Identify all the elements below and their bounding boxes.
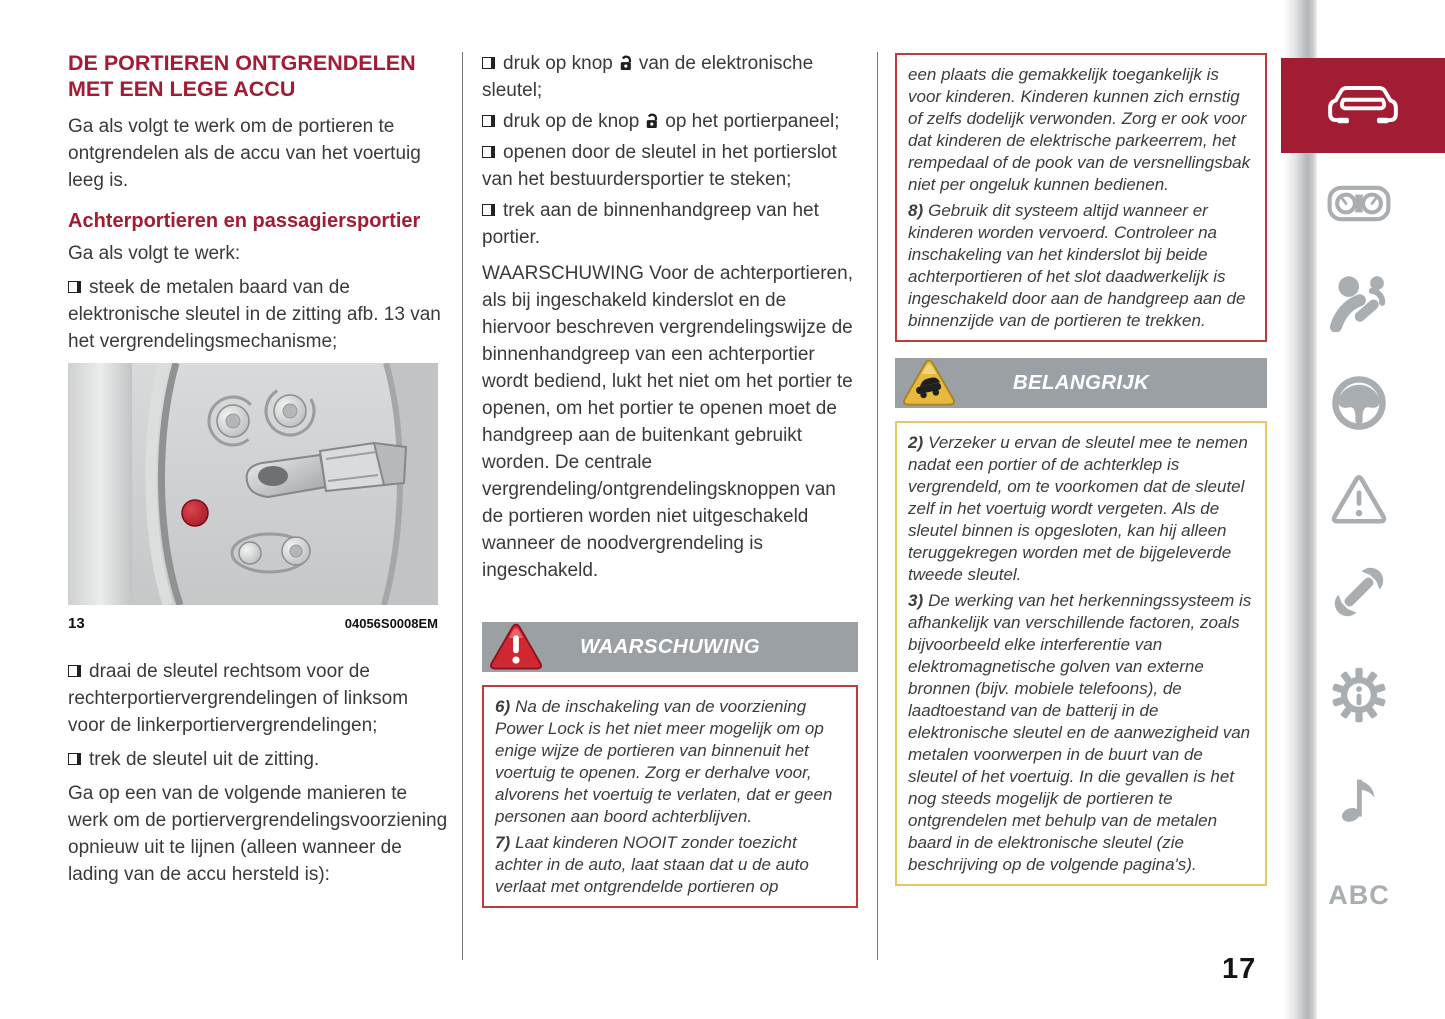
gear-info-icon [1330, 666, 1388, 724]
chapter-tab-safety [1317, 272, 1401, 332]
lead-paragraph: Ga als volgt te werk: [68, 243, 241, 264]
left-column [68, 50, 448, 895]
right-column [895, 50, 1267, 886]
important-banner-label: BELANGRIJK [1012, 371, 1150, 394]
section-heading: DE PORTIEREN ONTGRENDELEN MET EEN LEGE ACCU [68, 51, 416, 101]
warning-triangle-icon [1330, 473, 1388, 526]
warning-item-7-continued: een plaats die gemakkelijk toegankelijk is voor kinderen. Kinderen kunnen zich ernstig of zelfs dodelijk verwonden. Zorg er ook voor dat kinderen de elektrische parkeerrem, het rempedaal of de pook van de versnellingsbak niet per ongeluk kunnen bedienen. [908, 65, 1251, 194]
square-bullet-icon [482, 146, 495, 158]
warning-note-paragraph: WAARSCHUWING Voor de achterportieren, als bij ingeschakeld kinderslot en de hiervoor beschreven vergrendelingswijze de binnenhandgreep van een achterportier wordt bediend, lukt het niet om het portier te openen, om het portier te openen moet de handgreep aan de buitenkant gebruikt worden. De centrale vergrendeling/ontgrendelingsknoppen van de portieren worden niet uitgeschakeld wanneer de noodvergrendeling is ingeschakeld. [482, 263, 853, 581]
square-bullet-icon [68, 281, 81, 293]
bullet-item: druk op de knop op het portierpaneel; [482, 108, 858, 135]
warning-box [482, 685, 858, 908]
music-note-icon [1336, 772, 1382, 825]
square-bullet-icon [68, 665, 81, 677]
chapter-tab-multimedia [1317, 772, 1401, 825]
important-banner [895, 358, 1267, 408]
bullet-item: trek aan de binnenhandgreep van het portier. [482, 200, 819, 248]
chapter-tab-car [1281, 58, 1445, 153]
instrument-cluster-icon [1326, 183, 1392, 224]
unlock-icon [619, 55, 633, 71]
warning-item-7: 7) Laat kinderen NOOIT zonder toezicht achter in de auto, laat staan dat u de auto verlaat met ontgrendelde portieren op [495, 833, 809, 896]
warning-item-6: 6) Na de inschakeling van de voorziening Power Lock is het niet meer mogelijk om op enige wijze de portieren van binnenuit het voertuig te openen. Zorg er derhalve voor, alvorens het voertuig te verlaten, dat er geen personen aan boord achterblijven. [495, 697, 833, 826]
column-divider [877, 52, 878, 960]
chapter-tab-instrument-cluster [1317, 183, 1401, 224]
figure-caption [68, 615, 438, 632]
chapter-tab-driving [1317, 374, 1401, 432]
warning-banner-label: WAARSCHUWING [579, 635, 761, 658]
car-front-icon [1327, 84, 1399, 128]
square-bullet-icon [482, 115, 495, 127]
chapter-tab-technical-info [1317, 666, 1401, 724]
chapter-tab-emergency [1317, 473, 1401, 526]
important-box [895, 421, 1267, 886]
bullet-item: steek de metalen baard van de elektronische sleutel in de zitting afb. 13 van het vergrendelingsmechanisme; [68, 277, 441, 352]
column-divider [462, 52, 463, 960]
abc-index-label: ABC [1328, 880, 1390, 910]
warning-item-8: 8) Gebruik dit systeem altijd wanneer er kinderen worden vervoerd. Controleer na inschakeling van het kinderslot bij beide achterportieren of het slot daadwerkelijk is ingeschakeld door aan de handgreep aan de binnenzijde van de portieren te trekken. [908, 201, 1246, 330]
square-bullet-icon [68, 753, 81, 765]
page-number: 17 [1222, 953, 1257, 985]
square-bullet-icon [482, 57, 495, 69]
steering-wheel-icon [1330, 374, 1388, 432]
unlock-icon [645, 113, 659, 129]
warning-banner [482, 622, 858, 672]
bullet-item: druk op knop van de elektronische sleutel; [482, 53, 814, 101]
square-bullet-icon [482, 204, 495, 216]
bullet-item: trek de sleutel uit de zitting. [68, 746, 448, 773]
chapter-tab-index [1317, 880, 1401, 911]
chapter-tab-maintenance [1317, 563, 1401, 621]
figure-13 [68, 363, 448, 632]
important-item-2: 2) Verzeker u ervan de sleutel mee te nemen nadat een portier of de achterklep is vergrendeld, om te voorkomen dat de sleutel zelf in het voertuig wordt vergeten. Als de sleutel binnen is opgesloten, kan hij alleen teruggekregen worden met de bijgeleverde tweede sleutel. [908, 433, 1248, 584]
intro-paragraph: Ga als volgt te werk om de portieren te ontgrendelen als de accu van het voertuig leeg is. [68, 116, 421, 191]
bullet-item: openen door de sleutel in het portierslot van het bestuurdersportier te steken; [482, 142, 837, 190]
airbag-person-icon [1329, 272, 1389, 332]
bullet-item: draai de sleutel rechtsom voor de rechterportiervergrendelingen of linksom voor de linkerportiervergrendelingen; [68, 661, 409, 736]
subsection-heading: Achterportieren en passagiersportier [68, 210, 421, 232]
wrench-icon [1330, 563, 1388, 621]
outro-paragraph: Ga op een van de volgende manieren te werk om de portiervergrendelingsvoorziening opnieuw uit te lijnen (alleen wanneer de lading van de accu hersteld is): [68, 783, 448, 885]
door-lock-photo [68, 363, 438, 605]
figure-code: 04056S0008EM [344, 616, 438, 631]
important-item-3: 3) De werking van het herkenningssysteem is afhankelijk van verschillende factoren, zoals bijvoorbeeld elke interferentie van elektromagnetische golven van externe bronnen (bijv. mobiele telefoons), de laadtoestand van de batterij in de elektronische sleutel en de aanwezigheid van metalen voorwerpen in de buurt van de sleutel of het voertuig. In die gevallen is het nog steeds mogelijk de portieren te ontgrendelen met behulp van de metalen baard in de elektronische sleutel (zie beschrijving op de volgende pagina's). [908, 591, 1252, 874]
warning-box-continued [895, 53, 1267, 342]
middle-column [482, 50, 858, 908]
figure-number: 13 [68, 615, 85, 632]
